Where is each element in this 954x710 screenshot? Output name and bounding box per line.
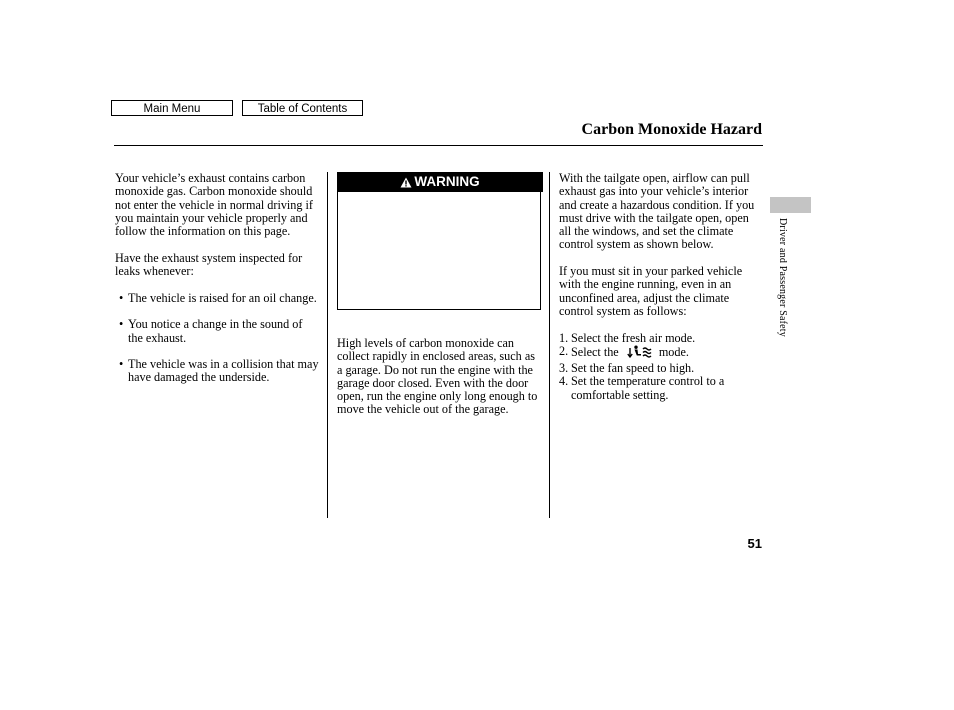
list-item	[559, 332, 764, 345]
bullet-dot: •	[119, 317, 124, 332]
warning-triangle-icon	[400, 174, 412, 194]
step-text: Set the fan speed to high.	[571, 361, 695, 376]
column-left	[115, 172, 320, 385]
bullet-dot: •	[119, 357, 124, 372]
column-divider	[549, 172, 550, 518]
section-tab-marker	[770, 197, 811, 213]
step-number: 4.	[559, 374, 569, 389]
list-item-text: The vehicle was in a collision that may have damaged the underside.	[128, 357, 319, 385]
warning-header	[337, 172, 543, 192]
step-number: 1.	[559, 330, 569, 345]
garage-paragraph: High levels of carbon monoxide can collect rapidly in enclosed areas, such as a garage. Do not run the engine with the garage door closed. Even with the door open, run the engine only long enough to move the vehicle out of the garage.	[337, 336, 538, 417]
floor-vent-mode-icon	[624, 345, 654, 362]
list-item	[559, 345, 764, 362]
main-menu-button[interactable]: Main Menu	[111, 100, 233, 116]
list-item	[115, 318, 320, 345]
step-text: Select the fresh air mode.	[571, 330, 696, 345]
step-text-pre: Select the	[571, 344, 619, 359]
step-text: Set the temperature control to a comfortable setting.	[571, 374, 725, 402]
warning-label: WARNING	[414, 174, 480, 189]
list-item	[115, 358, 320, 385]
list-item	[559, 375, 764, 402]
tailgate-paragraph: With the tailgate open, airflow can pull exhaust gas into your vehicle’s interior and create a hazardous condition. If you must drive with the tailgate open, open all the windows, and set the climate control system as shown below.	[559, 171, 755, 252]
section-side-label: Driver and Passenger Safety	[777, 218, 788, 337]
page-number: 51	[747, 536, 762, 551]
inspect-paragraph: Have the exhaust system inspected for leaks whenever:	[115, 250, 303, 279]
list-item	[559, 362, 764, 375]
title-divider	[114, 145, 763, 146]
column-right	[559, 172, 764, 402]
table-of-contents-button[interactable]: Table of Contents	[242, 100, 363, 116]
page-title: Carbon Monoxide Hazard	[581, 121, 762, 138]
list-item-text: The vehicle is raised for an oil change.	[128, 290, 317, 305]
step-text-post: mode.	[658, 344, 689, 359]
warning-box	[337, 172, 541, 310]
list-item-text: You notice a change in the sound of the exhaust.	[128, 317, 303, 345]
column-middle	[337, 172, 543, 417]
column-divider	[327, 172, 328, 518]
step-number: 3.	[559, 361, 569, 376]
bullet-dot: •	[119, 290, 124, 305]
list-item	[115, 292, 320, 305]
step-number: 2.	[559, 343, 569, 358]
parked-paragraph: If you must sit in your parked vehicle with the engine running, even in an unconfined area, adjust the climate control system as follows:	[559, 264, 743, 318]
intro-paragraph: Your vehicle’s exhaust contains carbon monoxide gas. Carbon monoxide should not enter the vehicle in normal driving if you maintain your vehicle properly and follow the information on this page.	[115, 171, 313, 239]
